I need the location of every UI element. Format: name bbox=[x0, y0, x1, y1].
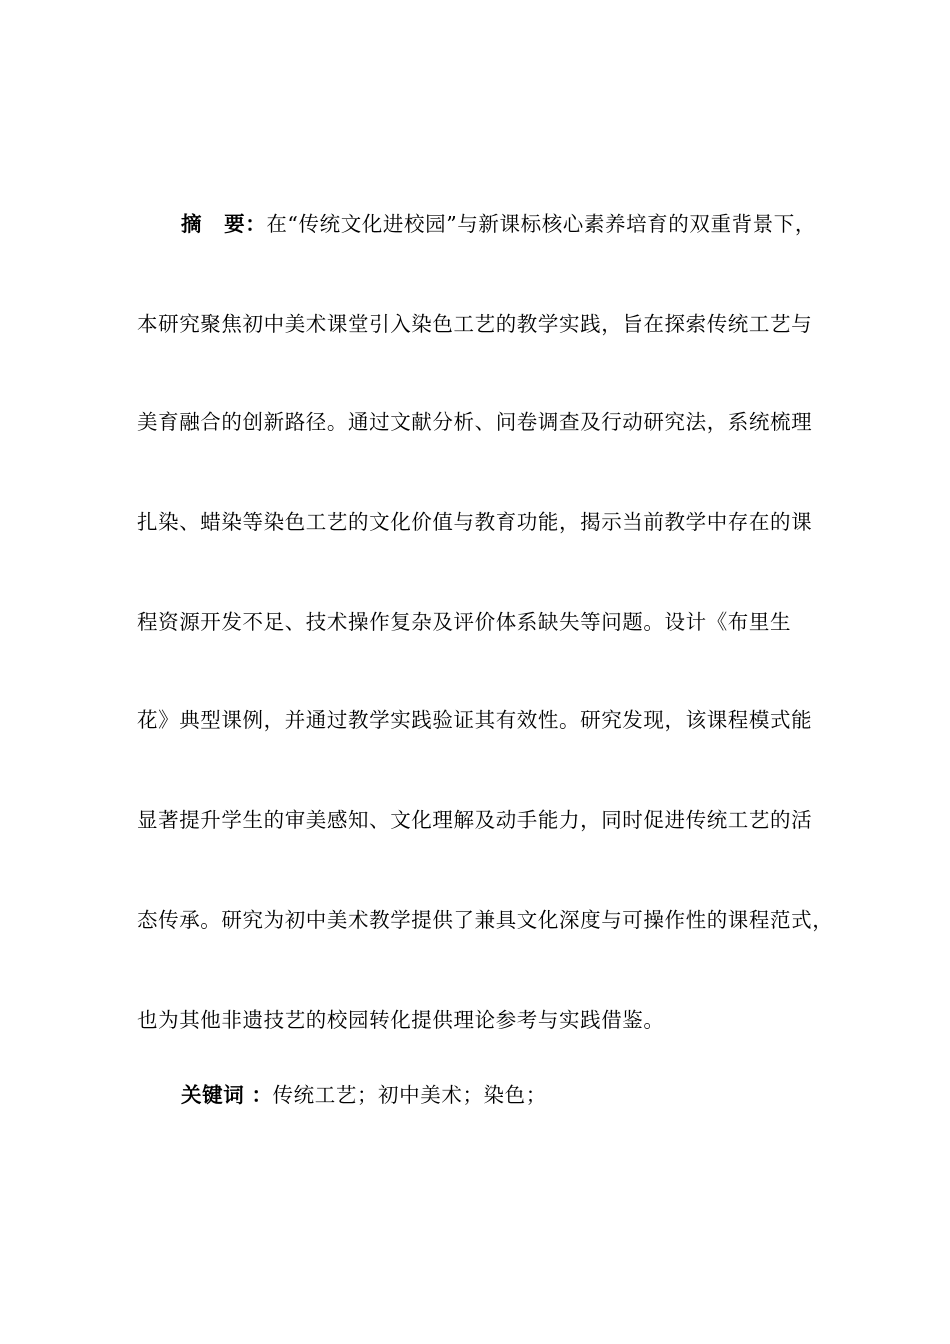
abstract-first-line bbox=[181, 210, 816, 238]
keyword-item: 初中美术； bbox=[378, 1083, 484, 1107]
abstract-line-9: 也为其他非遗技艺的校园转化提供理论参考与实践借鉴。 bbox=[137, 1008, 665, 1032]
abstract-line-6: 花》典型课例，并通过教学实践验证其有效性。研究发现，该课程模式能 bbox=[137, 708, 813, 732]
abstract-line-2: 本研究聚焦初中美术课堂引入染色工艺的教学实践，旨在探索传统工艺与 bbox=[137, 312, 813, 336]
abstract-line-7: 显著提升学生的审美感知、文化理解及动手能力，同时促进传统工艺的活 bbox=[137, 808, 813, 832]
abstract-line-1: 在“传统文化进校园”与新课标核心素养培育的双重背景下， bbox=[266, 212, 816, 236]
abstract-line-5: 程资源开发不足、技术操作复杂及评价体系缺失等问题。设计《布里生 bbox=[137, 610, 792, 634]
keyword-item: 传统工艺； bbox=[272, 1083, 379, 1107]
keywords-colon: ： bbox=[251, 1083, 273, 1107]
keywords-label: 关键词 bbox=[181, 1083, 245, 1107]
keywords-line bbox=[181, 1081, 547, 1109]
keyword-item: 染色； bbox=[483, 1083, 547, 1107]
abstract-label-char2: 要 bbox=[224, 212, 246, 236]
abstract-line-8: 态传承。研究为初中美术教学提供了兼具文化深度与可操作性的课程范式， bbox=[137, 908, 834, 932]
abstract-label-colon: ： bbox=[245, 212, 267, 236]
abstract-line-3: 美育融合的创新路径。通过文献分析、问卷调查及行动研究法，系统梳理 bbox=[137, 410, 813, 434]
abstract-label-char1: 摘 bbox=[181, 212, 203, 236]
abstract-line-4: 扎染、蜡染等染色工艺的文化价值与教育功能，揭示当前教学中存在的课 bbox=[137, 510, 813, 534]
